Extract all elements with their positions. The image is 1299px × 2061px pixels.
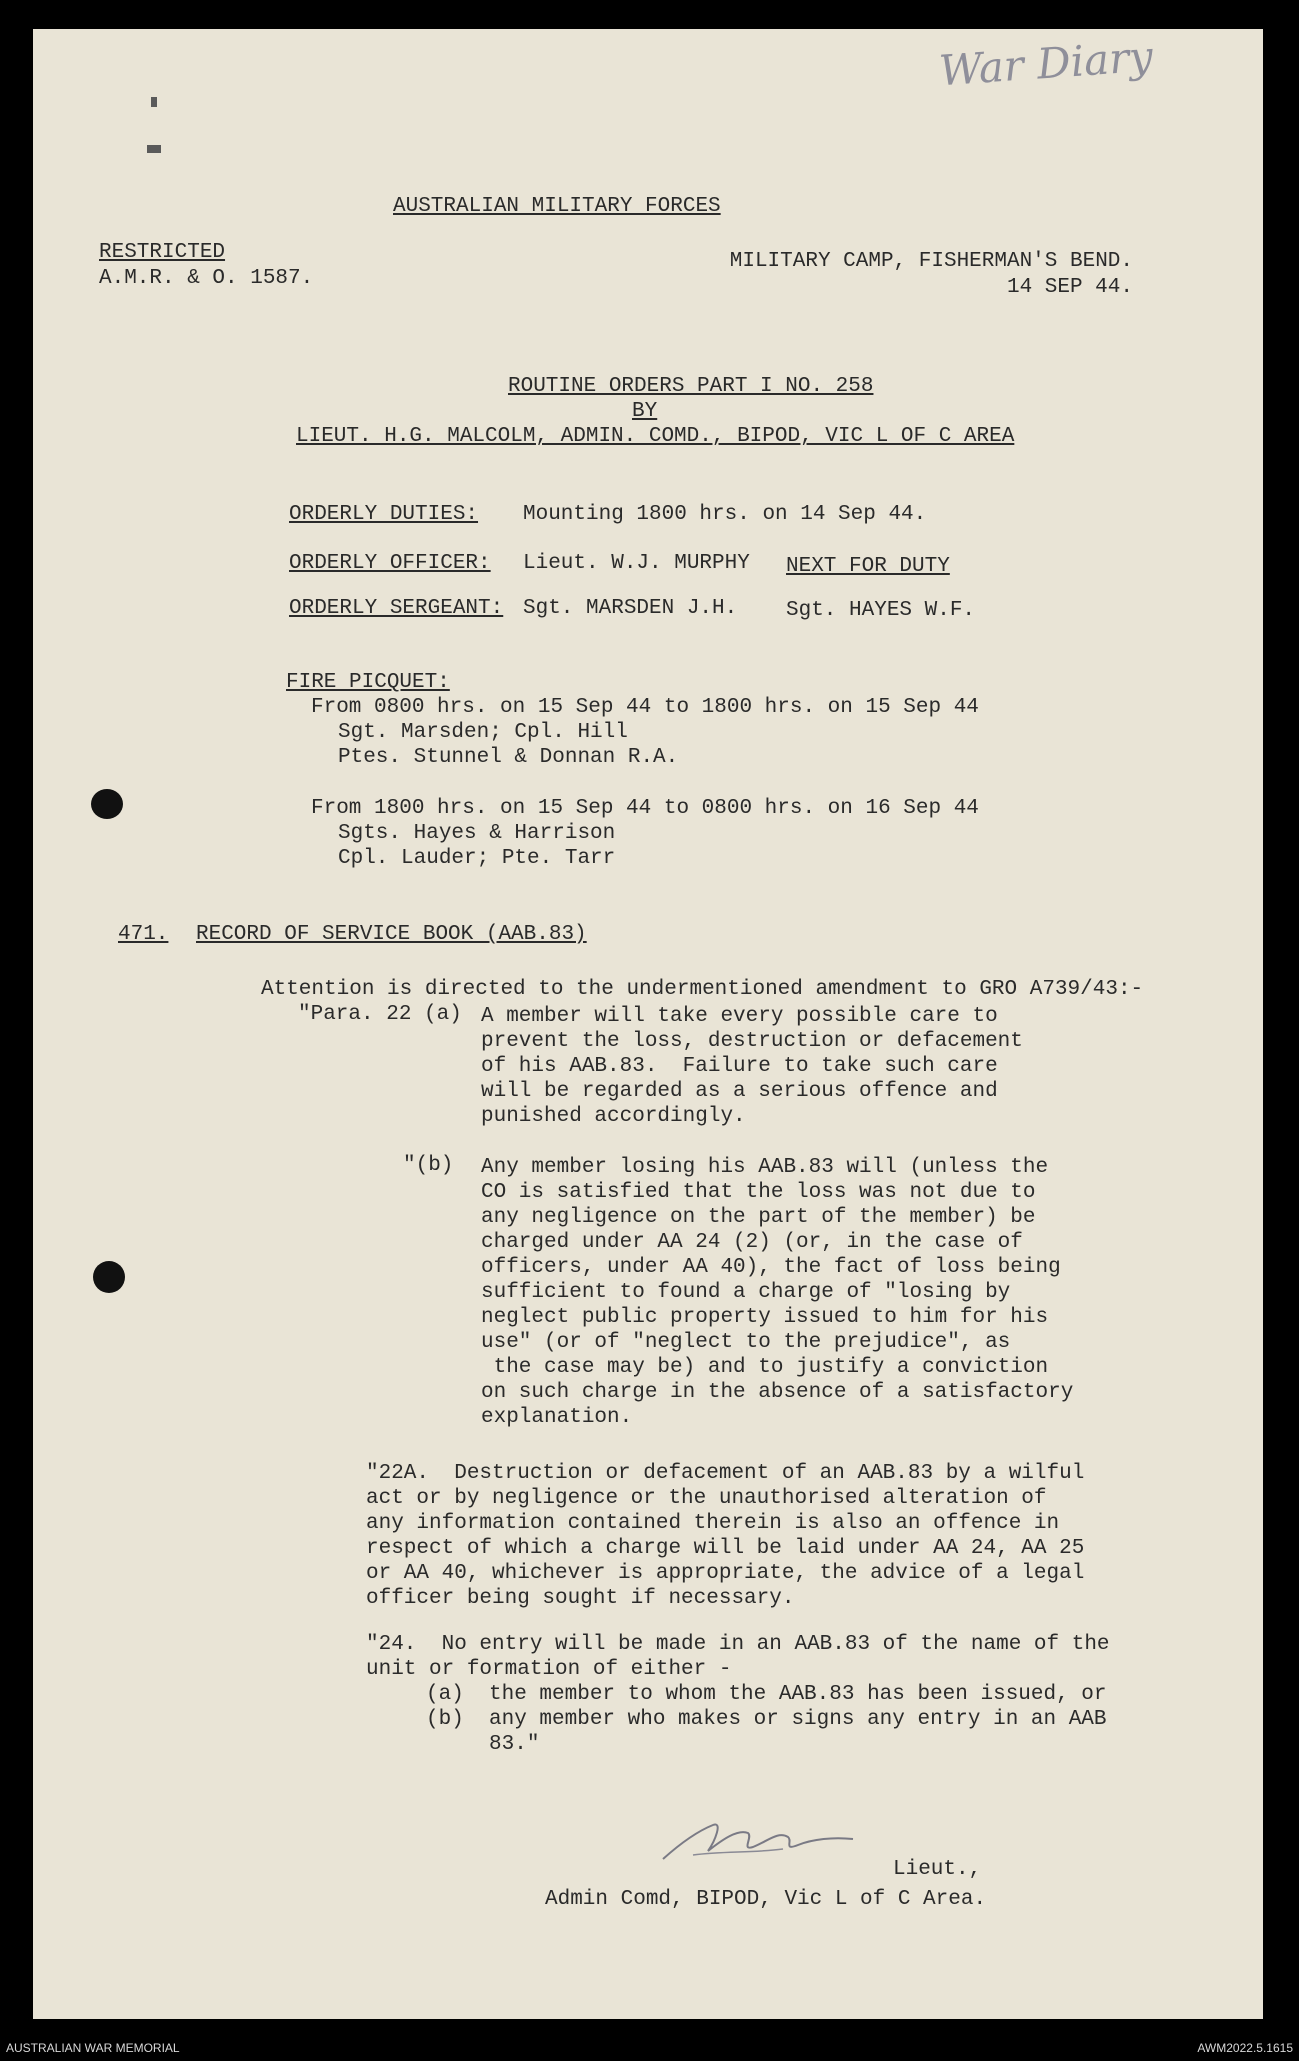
fire-picquet-shift2-line2: Cpl. Lauder; Pte. Tarr — [338, 847, 616, 870]
signature-rank: Lieut., — [893, 1858, 982, 1881]
para22b-line: Any member losing his AAB.83 will (unless the — [481, 1156, 1049, 1179]
orderly-sergeant-value: Sgt. MARSDEN J.H. — [523, 597, 738, 620]
location: MILITARY CAMP, FISHERMAN'S BEND. — [729, 250, 1133, 273]
orders-by: BY — [632, 400, 658, 423]
para22b-line: CO is satisfied that the loss was not due to — [481, 1181, 1036, 1204]
para24-text — [366, 1632, 1110, 1682]
para22b-line: explanation. — [481, 1406, 633, 1429]
section-title: RECORD OF SERVICE BOOK (AAB.83) — [196, 923, 587, 946]
fire-picquet-shift2: From 1800 hrs. on 15 Sep 44 to 0800 hrs. on 16 Sep 44 — [311, 797, 979, 820]
punch-hole — [93, 1261, 125, 1293]
para22a-text — [481, 1004, 1023, 1129]
orderly-sergeant-label: ORDERLY SERGEANT: — [289, 597, 504, 620]
para24-line: unit or formation of either - — [366, 1658, 732, 1681]
fire-picquet-shift1-line1: Sgt. Marsden; Cpl. Hill — [338, 721, 628, 744]
para22b-line: charged under AA 24 (2) (or, in the case of — [481, 1231, 1023, 1254]
handwritten-signature — [653, 1811, 913, 1871]
para22b-text — [481, 1155, 1073, 1430]
footer-left: AUSTRALIAN WAR MEMORIAL — [6, 2041, 180, 2055]
next-for-duty-label: NEXT FOR DUTY — [786, 555, 950, 578]
para22A-text — [366, 1461, 1084, 1611]
para22a-line: will be regarded as a serious offence and — [481, 1080, 998, 1103]
para22-label: "Para. 22 (a) — [298, 1003, 462, 1026]
para24-item: (b) any member who makes or signs any entry in an AAB — [426, 1708, 1107, 1731]
para24-items — [426, 1682, 1107, 1757]
fire-picquet-shift1: From 0800 hrs. on 15 Sep 44 to 1800 hrs. on 15 Sep 44 — [311, 696, 979, 719]
document-page — [33, 29, 1263, 2019]
restricted-marking: RESTRICTED — [99, 241, 226, 264]
para22b-line: sufficient to found a charge of "losing by — [481, 1281, 1011, 1304]
para22a-line: of his AAB.83. Failure to take such care — [481, 1055, 998, 1078]
para22A-line: "22A. Destruction or defacement of an AAB.83 by a wilful — [366, 1462, 1085, 1485]
para22b-line: the case may be) and to justify a conviction — [481, 1356, 1049, 1379]
footer-right: AWM2022.5.1615 — [1197, 2041, 1293, 2055]
document-title: AUSTRALIAN MILITARY FORCES — [393, 195, 721, 218]
punch-hole — [91, 789, 123, 819]
section-number: 471. — [118, 923, 169, 946]
fire-picquet-shift1-line2: Ptes. Stunnel & Donnan R.A. — [338, 746, 679, 769]
para22b-line: officers, under AA 40), the fact of loss being — [481, 1256, 1061, 1279]
para22A-line: officer being sought if necessary. — [366, 1587, 795, 1610]
para22A-line: or AA 40, whichever is appropriate, the advice of a legal — [366, 1562, 1085, 1585]
fire-picquet-label: FIRE PICQUET: — [286, 671, 450, 694]
para22a-line: A member will take every possible care to — [481, 1005, 998, 1028]
para22b-line: neglect public property issued to him for his — [481, 1306, 1049, 1329]
orders-title: ROUTINE ORDERS PART I NO. 258 — [508, 375, 874, 398]
signature-title: Admin Comd, BIPOD, Vic L of C Area. — [545, 1888, 987, 1911]
orderly-officer-value: Lieut. W.J. MURPHY — [523, 552, 750, 575]
para22b-line: any negligence on the part of the member) be — [481, 1206, 1036, 1229]
handwritten-annotation: War Diary — [937, 31, 1155, 96]
orderly-sergeant-next: Sgt. HAYES W.F. — [786, 599, 976, 622]
date: 14 SEP 44. — [1006, 276, 1133, 299]
orderly-duties-label: ORDERLY DUTIES: — [289, 503, 479, 526]
para24-line: "24. No entry will be made in an AAB.83 of the name of the — [366, 1633, 1110, 1656]
orderly-duties-value: Mounting 1800 hrs. on 14 Sep 44. — [523, 503, 927, 526]
staple-mark — [147, 145, 161, 153]
staple-mark — [151, 97, 157, 107]
orders-issuer: LIEUT. H.G. MALCOLM, ADMIN. COMD., BIPOD, VIC L OF C AREA — [296, 425, 1015, 448]
para24-item: (a) the member to whom the AAB.83 has been issued, or — [426, 1683, 1107, 1706]
para22a-line: prevent the loss, destruction or defacement — [481, 1030, 1023, 1053]
para22b-line: use" (or of "neglect to the prejudice", as — [481, 1331, 1011, 1354]
para22A-line: respect of which a charge will be laid under AA 24, AA 25 — [366, 1537, 1085, 1560]
amr-reference: A.M.R. & O. 1587. — [99, 267, 314, 290]
para22A-line: act or by negligence or the unauthorised alteration of — [366, 1487, 1047, 1510]
para22b-label: "(b) — [403, 1154, 454, 1177]
para22a-line: punished accordingly. — [481, 1105, 746, 1128]
para22b-line: on such charge in the absence of a satisfactory — [481, 1381, 1074, 1404]
para22A-line: any information contained therein is also an offence in — [366, 1512, 1060, 1535]
fire-picquet-shift2-line1: Sgts. Hayes & Harrison — [338, 822, 616, 845]
section-intro: Attention is directed to the undermentioned amendment to GRO A739/43:- — [261, 978, 1144, 1001]
para24-item: 83." — [426, 1733, 540, 1756]
orderly-officer-label: ORDERLY OFFICER: — [289, 552, 491, 575]
